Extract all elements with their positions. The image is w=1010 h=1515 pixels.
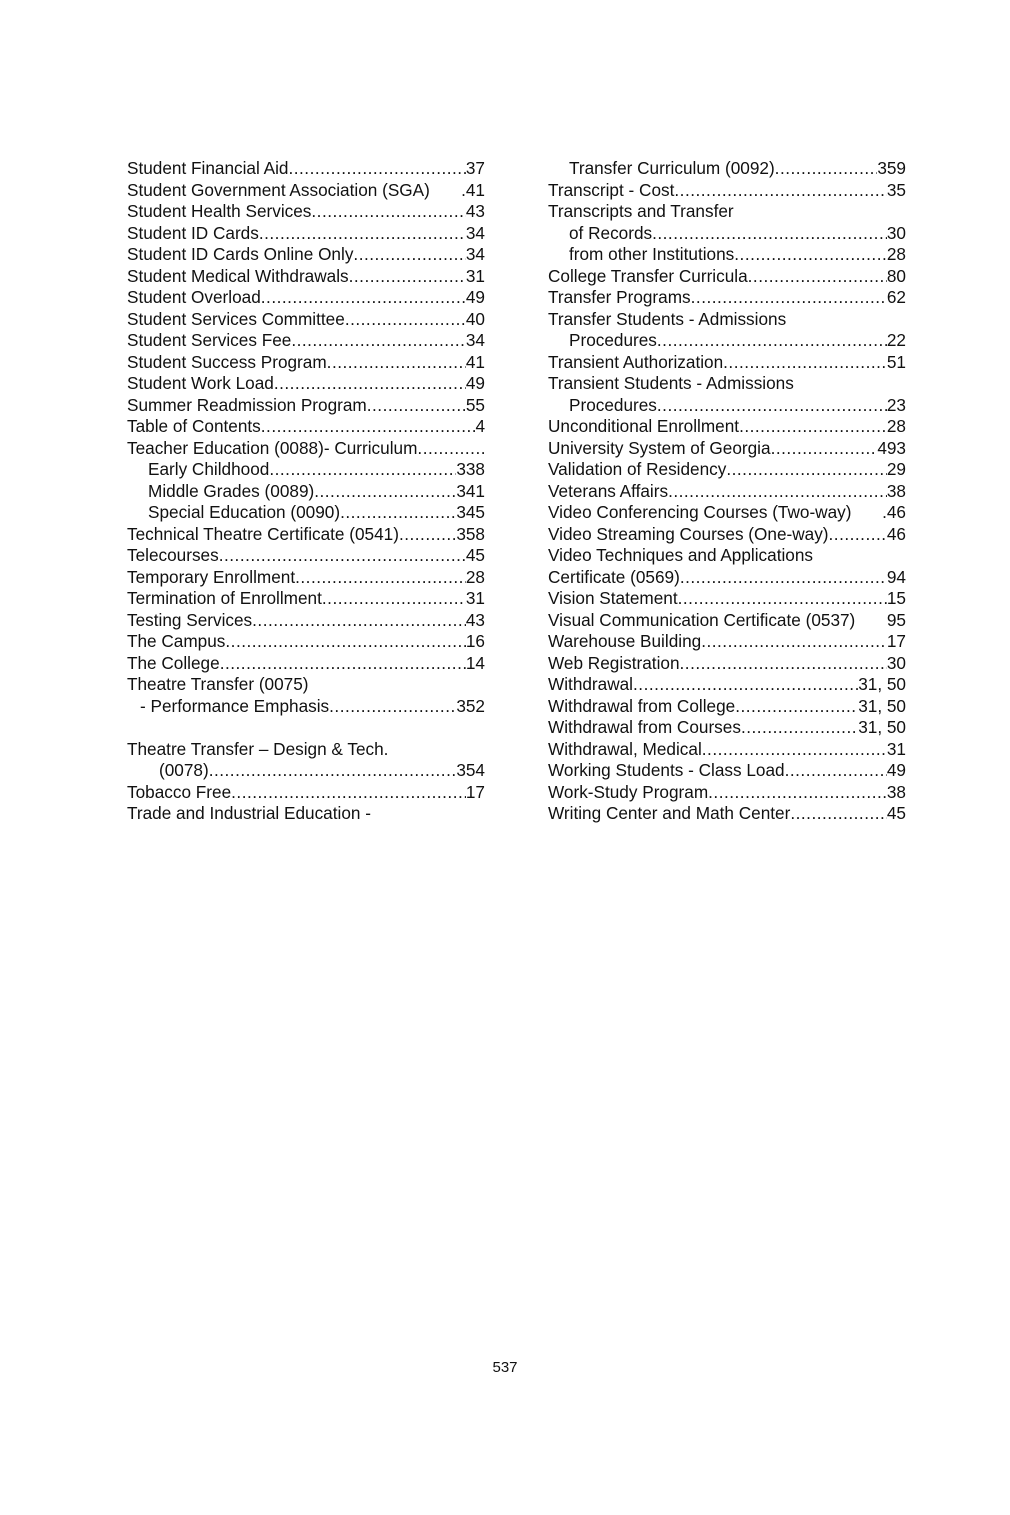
index-entry: [127, 588, 485, 610]
page-number: 537: [492, 1359, 518, 1376]
index-entry-page: 17: [465, 781, 485, 802]
index-entry: [548, 696, 906, 718]
dot-leader: [674, 180, 886, 202]
index-entry-page: 31: [465, 265, 485, 286]
index-entry-label: Student Services Committee: [127, 308, 345, 329]
index-column-left: [127, 158, 485, 825]
index-entry: [127, 674, 485, 696]
index-entry: [127, 266, 485, 288]
dot-leader: [691, 287, 887, 309]
dot-leader: [259, 223, 466, 245]
index-entry-label: The College: [127, 652, 220, 673]
index-entry: [127, 760, 485, 782]
index-entry-label: Withdrawal from Courses: [548, 717, 741, 737]
index-entry: [548, 244, 906, 266]
dot-leader: [209, 760, 457, 782]
index-entry-label: Transient Students - Admissions: [548, 373, 794, 393]
index-entry-page: 37: [465, 158, 485, 178]
dot-leader: [288, 158, 465, 180]
index-entry-page: 34: [465, 222, 485, 243]
index-entry-page: 45: [886, 803, 906, 823]
dot-leader: [291, 330, 466, 352]
index-entry: [548, 717, 906, 739]
index-entry-label: Table of Contents: [127, 416, 261, 436]
index-entry-label: Web Registration: [548, 652, 680, 673]
index-entry-label: Vision Statement: [548, 588, 678, 608]
index-entry: [127, 287, 485, 309]
index-entry: [548, 287, 906, 309]
index-spacer: [127, 717, 485, 739]
index-entry-label: Transfer Students - Admissions: [548, 308, 787, 329]
index-entry: [127, 223, 485, 245]
dot-leader: [657, 395, 887, 417]
dot-leader: [735, 696, 858, 718]
dot-leader: [322, 588, 466, 610]
index-entry-page: 341: [456, 480, 485, 501]
dot-leader: [231, 782, 466, 804]
index-entry-page: 43: [465, 609, 485, 630]
index-entry: [127, 653, 485, 675]
index-entry: [548, 588, 906, 610]
index-entry-label: Transcripts and Transfer: [548, 201, 734, 221]
index-entry-label: Middle Grades (0089): [148, 480, 315, 501]
dot-leader: [652, 223, 887, 245]
index-entry-page: 28: [886, 244, 906, 264]
index-entry: [127, 438, 485, 460]
index-entry-page: 80: [886, 265, 906, 286]
dot-leader: [417, 438, 485, 460]
index-entry-page: 38: [886, 781, 906, 802]
dot-leader: [349, 266, 466, 288]
index-entry-label: Video Conferencing Courses (Two-way): [548, 502, 852, 522]
index-entry-label: Writing Center and Math Center: [548, 803, 791, 823]
index-entry-label: from other Institutions: [569, 244, 735, 264]
index-entry: [548, 201, 906, 223]
index-entry-page: 22: [886, 330, 906, 350]
index-entry-label: Student ID Cards: [127, 222, 259, 243]
index-entry-label: Unconditional Enrollment: [548, 416, 740, 436]
index-entry-label: Working Students - Class Load: [548, 760, 785, 780]
index-entry-page: 62: [886, 287, 906, 307]
index-entry-label: Withdrawal, Medical: [548, 738, 702, 759]
index-entry-page: 31, 50: [858, 717, 906, 737]
index-entry-label: Student Government Association (SGA): [127, 179, 430, 200]
index-entry-page: .41: [461, 179, 485, 200]
index-entry-page: 45: [465, 545, 485, 565]
index-entry: [548, 760, 906, 782]
index-entry: [127, 352, 485, 374]
index-entry: [127, 459, 485, 481]
index-entry: [127, 373, 485, 395]
dot-leader: [269, 459, 456, 481]
index-entry: [548, 803, 906, 825]
dot-leader: [353, 244, 465, 266]
index-entry: [127, 567, 485, 589]
index-entry-label: The Campus: [127, 631, 226, 651]
index-entry: [127, 481, 485, 503]
index-entry-label: Student Work Load: [127, 373, 274, 393]
index-entry: [548, 631, 906, 653]
index-entry-label: of Records: [569, 222, 653, 243]
dot-leader: [708, 782, 887, 804]
dot-leader: [367, 395, 466, 417]
index-entry-page: 49: [465, 373, 485, 393]
index-entry-page: 94: [886, 566, 906, 587]
index-entry: [127, 696, 485, 718]
index-entry: [127, 330, 485, 352]
index-entry-label: Student Medical Withdrawals: [127, 265, 349, 286]
index-entry-label: Transcript - Cost: [548, 179, 675, 200]
index-entry-label: Tobacco Free: [127, 781, 232, 802]
index-entry-label: (0078): [159, 760, 209, 780]
index-entry-label: Visual Communication Certificate (0537): [548, 609, 856, 630]
index-entry: [548, 266, 906, 288]
index-entry-label: Telecourses: [127, 545, 219, 565]
index-entry-page: 35: [886, 179, 906, 200]
index-entry-page: 14: [465, 652, 485, 673]
dot-leader: [739, 416, 887, 438]
index-entry-label: Transfer Programs: [548, 287, 691, 307]
index-entry-page: 34: [465, 330, 485, 350]
index-entry-page: 28: [465, 566, 485, 587]
index-entry-page: 345: [456, 502, 485, 522]
dot-leader: [329, 696, 456, 718]
index-entry-label: Transient Authorization: [548, 351, 724, 372]
dot-leader: [771, 438, 878, 460]
index-entry-label: Testing Services: [127, 609, 253, 630]
index-entry-page: 29: [886, 459, 906, 479]
index-entry-label: Student Health Services: [127, 201, 312, 221]
index-entry-label: Temporary Enrollment: [127, 566, 296, 587]
index-entry: [127, 782, 485, 804]
index-entry-label: Student Overload: [127, 287, 261, 307]
index-entry: [548, 739, 906, 761]
index-entry: [127, 416, 485, 438]
index-entry-label: Termination of Enrollment: [127, 588, 322, 608]
index-entry: [127, 244, 485, 266]
index-entry: [127, 524, 485, 546]
dot-leader: [726, 459, 887, 481]
index-entry: [548, 610, 906, 632]
index-entry: [127, 610, 485, 632]
index-entry: [548, 223, 906, 245]
index-entry-page: 23: [886, 394, 906, 415]
dot-leader: [680, 567, 887, 589]
dot-leader: [723, 352, 887, 374]
index-entry-label: Veterans Affairs: [548, 480, 669, 501]
dot-leader: [399, 524, 456, 546]
index-entry: [127, 309, 485, 331]
index-entry-page: 17: [886, 631, 906, 651]
dot-leader: [252, 610, 466, 632]
index-entry: [548, 438, 906, 460]
index-entry: [548, 674, 906, 696]
dot-leader: [314, 481, 456, 503]
index-entry-page: 358: [456, 523, 485, 544]
index-entry-label: College Transfer Curricula: [548, 265, 748, 286]
dot-leader: [633, 674, 858, 696]
index-entry-page: 49: [465, 287, 485, 307]
index-entry-label: Theatre Transfer – Design & Tech.: [127, 738, 389, 759]
index-entry: [548, 180, 906, 202]
index-entry-page: 493: [877, 437, 906, 458]
index-entry-page: 359: [877, 158, 906, 178]
dot-leader: [680, 653, 887, 675]
index-entry: [127, 158, 485, 180]
index-entry-label: Technical Theatre Certificate (0541): [127, 523, 399, 544]
index-entry-label: Validation of Residency: [548, 459, 727, 479]
dot-leader: [261, 416, 476, 438]
dot-leader: [261, 287, 466, 309]
dot-leader: [748, 266, 887, 288]
index-entry: [548, 309, 906, 331]
index-entry: [548, 330, 906, 352]
index-entry-page: 30: [886, 222, 906, 243]
index-entry-page: 40: [465, 308, 485, 329]
dot-leader: [829, 524, 887, 546]
dot-leader: [345, 309, 466, 331]
index-entry: [548, 459, 906, 481]
index-entry: [127, 545, 485, 567]
dot-leader: [678, 588, 887, 610]
index-column-right: [548, 158, 906, 825]
index-entry-label: Certificate (0569): [548, 566, 680, 587]
index-entry-label: Student Success Program: [127, 351, 327, 372]
index-entry: [548, 653, 906, 675]
dot-leader: [734, 244, 887, 266]
index-entry-page: 352: [456, 695, 485, 716]
index-entry-label: Theatre Transfer (0075): [127, 674, 309, 694]
index-entry: [127, 502, 485, 524]
index-entry-page: 31: [886, 738, 906, 759]
index-entry-label: Trade and Industrial Education -: [127, 803, 371, 823]
index-entry: [127, 631, 485, 653]
dot-leader: [741, 717, 858, 739]
dot-leader: [702, 739, 887, 761]
index-entry-label: University System of Georgia: [548, 437, 771, 458]
dot-leader: [775, 158, 878, 180]
index-entry-label: Procedures: [569, 394, 657, 415]
dot-leader: [790, 803, 887, 825]
index-entry: [548, 373, 906, 395]
index-entry: [548, 524, 906, 546]
index-entry-page: 4: [475, 416, 485, 436]
index-entry-page: 38: [886, 480, 906, 501]
dot-leader: [327, 352, 466, 374]
index-entry-label: Withdrawal from College: [548, 695, 736, 716]
index-entry-page: 34: [465, 244, 485, 264]
index-entry-page: 31: [465, 588, 485, 608]
index-entry-label: Summer Readmission Program: [127, 394, 367, 415]
dot-leader: [340, 502, 456, 524]
index-entry-page: 51: [886, 351, 906, 372]
index-entry-page: 28: [886, 416, 906, 436]
index-entry-page: 338: [456, 459, 485, 479]
index-entry-label: Student ID Cards Online Only: [127, 244, 354, 264]
index-entry: [548, 567, 906, 589]
index-entry-label: Procedures: [569, 330, 657, 350]
dot-leader: [295, 567, 466, 589]
index-entry-label: Student Financial Aid: [127, 158, 289, 178]
dot-leader: [785, 760, 887, 782]
index-entry-label: Video Streaming Courses (One-way): [548, 523, 829, 544]
index-entry-label: Video Techniques and Applications: [548, 545, 814, 565]
index-entry: [548, 782, 906, 804]
index-entry: [548, 158, 906, 180]
index-entry-page: 43: [465, 201, 485, 221]
dot-leader: [274, 373, 466, 395]
index-entry-page: 41: [465, 351, 485, 372]
index-entry: [127, 803, 485, 825]
index-entry: [127, 201, 485, 223]
index-entry: [548, 395, 906, 417]
index-entry-page: 31, 50: [858, 695, 906, 716]
index-entry-page: 95: [886, 609, 906, 630]
index-entry-page: 15: [886, 588, 906, 608]
dot-leader: [220, 653, 466, 675]
dot-leader: [657, 330, 887, 352]
dot-leader: [225, 631, 465, 653]
index-entry-page: 16: [465, 631, 485, 651]
dot-leader: [668, 481, 887, 503]
index-entry: [127, 395, 485, 417]
index-entry-page: 30: [886, 652, 906, 673]
index-entry-label: Withdrawal: [548, 674, 634, 694]
index-entry: [548, 352, 906, 374]
index-entry: [548, 416, 906, 438]
index-entry: [548, 502, 906, 524]
index-entry-label: Student Services Fee: [127, 330, 292, 350]
index-entry-label: Early Childhood: [148, 459, 270, 479]
index-entry-label: Warehouse Building: [548, 631, 702, 651]
index-entry-page: 354: [456, 760, 485, 780]
index-entry-label: Special Education (0090): [148, 502, 341, 522]
index-entry-page: 46: [886, 523, 906, 544]
index-entry-label: Teacher Education (0088)- Curriculum: [127, 437, 418, 458]
index-entry: [548, 545, 906, 567]
index-entry-page: 55: [465, 394, 485, 415]
index-entry-label: - Performance Emphasis: [140, 695, 330, 716]
index-entry-label: Transfer Curriculum (0092): [569, 158, 775, 178]
index-entry-page: 31, 50: [858, 674, 906, 694]
index-entry-page: .46: [882, 502, 906, 522]
dot-leader: [219, 545, 466, 567]
index-entry-page: 49: [886, 760, 906, 780]
index-entry: [548, 481, 906, 503]
dot-leader: [701, 631, 887, 653]
dot-leader: [311, 201, 465, 223]
index-entry: [127, 180, 485, 202]
index-entry: [127, 739, 485, 761]
index-entry-label: Work-Study Program: [548, 781, 709, 802]
